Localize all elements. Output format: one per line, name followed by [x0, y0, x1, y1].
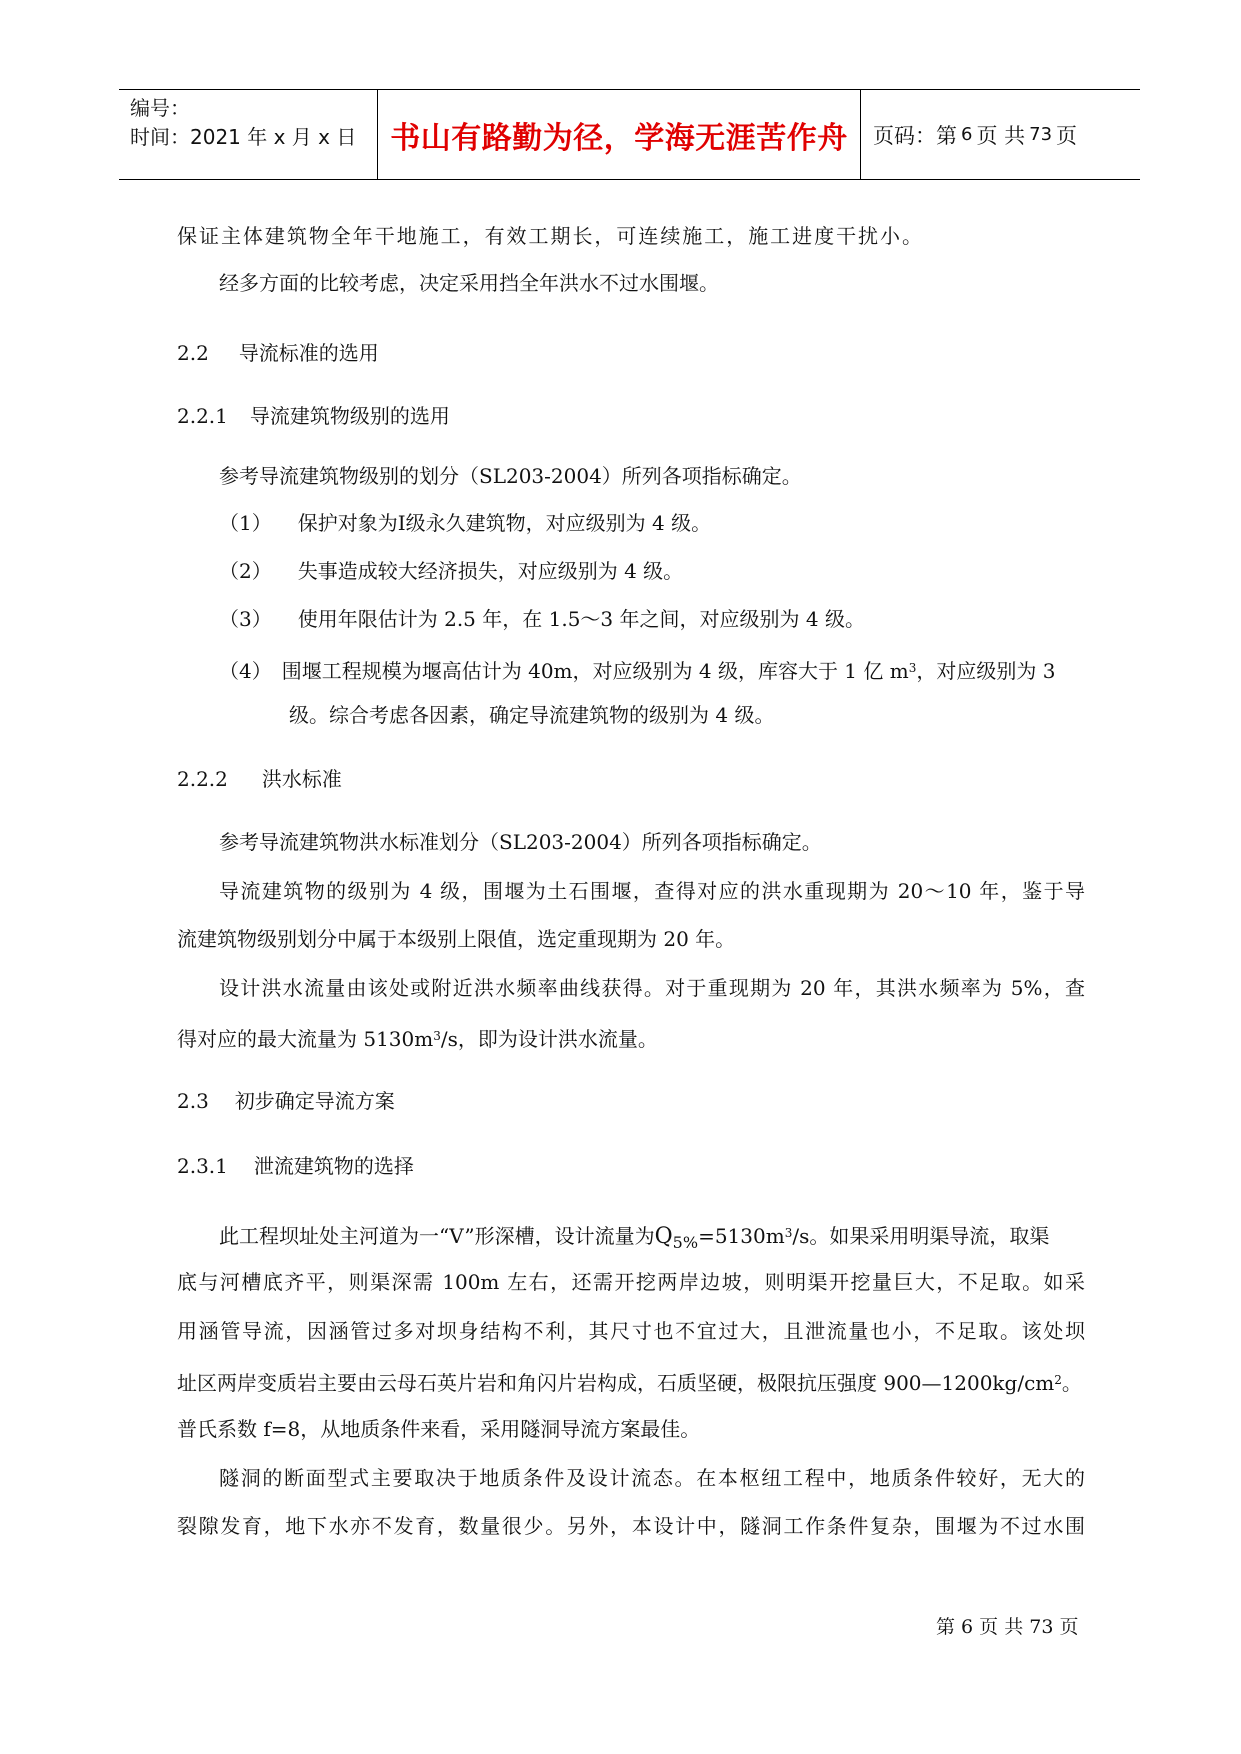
body-text: /s。如果采用明渠导流，取渠	[792, 1224, 1050, 1248]
list-item	[219, 605, 865, 633]
body-text: =5130m	[698, 1224, 785, 1248]
section-number: 2.2	[177, 341, 209, 365]
list-item-text: ，对应级别为 3	[916, 659, 1056, 683]
section-title: 导流标准的选用	[238, 341, 379, 365]
list-item-text: 失事造成较大经济损失，对应级别为 4 级。	[297, 559, 684, 583]
document-number-label: 编号：	[130, 96, 190, 120]
superscript: 3	[784, 1226, 793, 1240]
page-mid: 页 共	[976, 123, 1026, 148]
body-line: 流建筑物级别划分中属于本级别上限值，选定重现期为 20 年。	[177, 927, 736, 951]
section-title: 导流建筑物级别的选用	[249, 404, 450, 428]
body-line: 隧洞的断面型式主要取决于地质条件及设计流态。在本枢纽工程中，地质条件较好，无大的	[219, 1466, 1085, 1490]
list-item-text: 保护对象为Ⅰ级永久建筑物，对应级别为 4 级。	[297, 511, 712, 535]
list-item	[219, 557, 683, 585]
body-line: 普氏系数 f=8，从地质条件来看，采用隧洞导流方案最佳。	[177, 1417, 701, 1441]
header-meta	[119, 90, 378, 179]
section-heading-2-2	[177, 339, 379, 367]
list-item-number: （1）	[219, 511, 272, 535]
list-item-number: （2）	[219, 559, 272, 583]
section-title: 泄流建筑物的选择	[253, 1154, 414, 1178]
list-item-number: （4）	[219, 659, 272, 683]
body-line	[177, 1022, 658, 1053]
formula-q: Q	[654, 1224, 673, 1249]
section-number: 2.2.1	[177, 404, 228, 428]
section-number: 2.2.2	[177, 767, 228, 791]
list-item-text: 围堰工程规模为堰高估计为 40m，对应级别为 4 级，库容大于 1 亿 m	[281, 659, 909, 683]
superscript: 3	[433, 1029, 441, 1043]
section-heading-2-3	[177, 1087, 395, 1115]
body-line: 参考导流建筑物洪水标准划分（SL203-2004）所列各项指标确定。	[219, 830, 822, 854]
list-item	[219, 654, 1055, 685]
section-title: 洪水标准	[261, 767, 342, 791]
body-text: 址区两岸变质岩主要由云母石英片岩和角闪片岩构成，石质坚硬，极限抗压强度 900—1200kg/cm	[177, 1371, 1055, 1395]
document-time: 时间：2021 年 x 月 x 日	[130, 125, 357, 149]
page-suffix: 页	[1056, 123, 1078, 148]
body-text: 。	[1061, 1371, 1082, 1395]
body-line: 经多方面的比较考虑，决定采用挡全年洪水不过水围堰。	[219, 271, 719, 295]
body-line: 底与河槽底齐平，则渠深需 100m 左右，还需开挖两岸边坡，则明渠开挖量巨大，不足取。如采	[177, 1270, 1085, 1294]
section-heading-2-2-2	[177, 765, 342, 793]
body-text: 此工程坝址处主河道为一“V”形深槽，设计流量为	[219, 1224, 655, 1248]
body-line	[219, 1219, 1049, 1257]
page-current: 6	[961, 124, 973, 145]
section-heading-2-2-1	[177, 402, 450, 430]
page-footer: 第 6 页 共 73 页	[936, 1616, 1079, 1638]
body-line	[177, 1366, 1082, 1397]
section-title: 初步确定导流方案	[234, 1089, 395, 1113]
page-prefix: 页码：第	[873, 123, 957, 148]
section-number: 2.3	[177, 1089, 209, 1113]
body-line: 裂隙发育，地下水亦不发育，数量很少。另外，本设计中，隧洞工作条件复杂，围堰为不过水围	[177, 1514, 1085, 1538]
page-total: 73	[1029, 124, 1053, 145]
section-number: 2.3.1	[177, 1154, 228, 1178]
superscript: 2	[1054, 1373, 1062, 1387]
body-line: 用涵管导流，因涵管过多对坝身结构不利，其尺寸也不宜过大，且泄流量也小，不足取。该处坝	[177, 1319, 1085, 1343]
section-heading-2-3-1	[177, 1152, 414, 1180]
body-line: 设计洪水流量由该处或附近洪水频率曲线获得。对于重现期为 20 年，其洪水频率为 5%，查	[219, 976, 1085, 1000]
header-motto: 书山有路勤为径，学海无涯苦作舟	[378, 90, 861, 179]
list-item-continuation: 级。综合考虑各因素，确定导流建筑物的级别为 4 级。	[289, 703, 775, 727]
list-item-number: （3）	[219, 607, 272, 631]
subscript: 5%	[672, 1233, 699, 1252]
superscript: 3	[908, 661, 917, 675]
list-item-text: 使用年限估计为 2.5 年，在 1.5～3 年之间，对应级别为 4 级。	[297, 607, 865, 631]
body-text: 得对应的最大流量为 5130m	[177, 1027, 434, 1051]
page-header	[119, 89, 1140, 180]
body-line: 参考导流建筑物级别的划分（SL203-2004）所列各项指标确定。	[219, 464, 802, 488]
header-page-number	[861, 90, 1140, 179]
body-line: 导流建筑物的级别为 4 级，围堰为土石围堰，查得对应的洪水重现期为 20～10 年，鉴于导	[219, 879, 1085, 903]
body-line: 保证主体建筑物全年干地施工，有效工期长，可连续施工，施工进度干扰小。	[177, 224, 922, 248]
body-text: /s，即为设计洪水流量。	[440, 1027, 658, 1051]
list-item	[219, 509, 711, 537]
